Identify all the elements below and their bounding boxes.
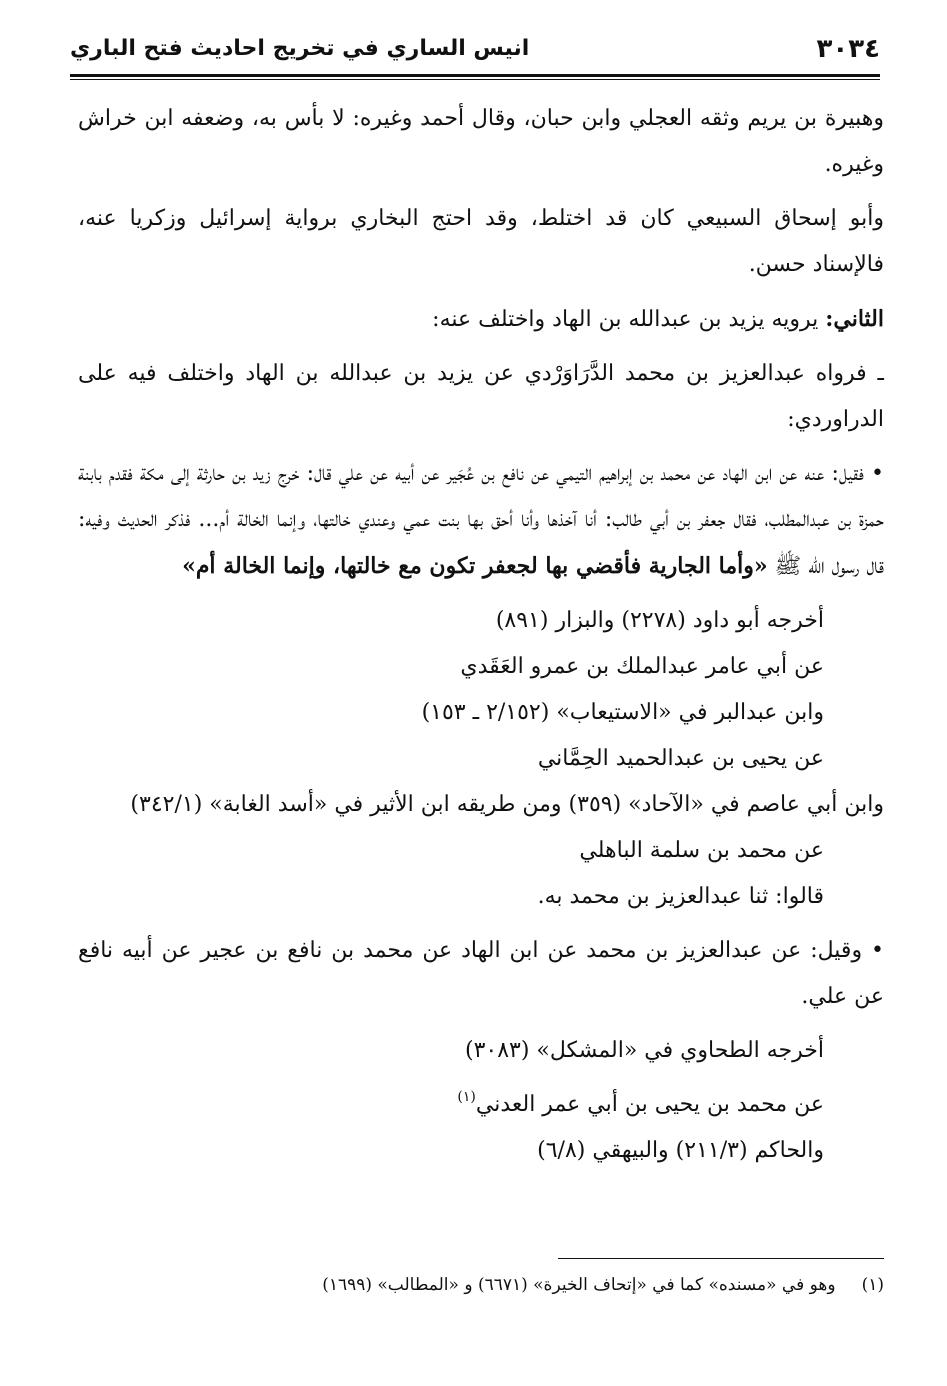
page-header	[70, 30, 880, 70]
paragraph-5-text: • فقيل: عنه عن ابن الهاد عن محمد بن إبراهيم التيمي عن نافع بن عُجَير عن أبيه عن علي قال: خرج زيد بن حارثة إلى مكة فقدم بابنة حمزة بن عبدالمطلب، فقال جعفر بن أبي طالب: أنا آخذها وأنا أحق بها بنت عمي وعندي خالتها، وإنما الخالة أم... فذكر الحديث وفيه: قال رسول الله ﷺ	[78, 461, 884, 579]
paragraph-6: • وقيل: عن عبدالعزيز بن محمد عن ابن الهاد عن محمد بن نافع بن عجير عن أبيه نافع عن علي.	[78, 938, 884, 1009]
paragraph-1: وهبيرة بن يريم وثقه العجلي وابن حبان، وقال أحمد وغيره: لا بأس به، وضعفه ابن خراش وغيره.	[78, 106, 884, 177]
source-line-10: والحاكم (٢١١/٣) والبيهقي (٦/٨)	[537, 1138, 824, 1163]
hadith-quote: «وأما الجارية فأقضي بها لجعفر تكون مع خالتها، وإنما الخالة أم»	[182, 553, 768, 579]
footnote-reference: (١)	[457, 1089, 476, 1105]
footnote-separator	[558, 1258, 884, 1259]
section-label: الثاني:	[825, 306, 884, 332]
running-title: انيس الساري في تخريج احاديث فتح الباري	[70, 36, 530, 61]
footnote-text: وهو في «مسنده» كما في «إتحاف الخيرة» (٦٦٧١) و «المطالب» (١٦٩٩)	[322, 1275, 836, 1295]
source-line-4: عن يحيى بن عبدالحميد الحِمَّاني	[537, 746, 824, 771]
paragraph-5	[78, 451, 884, 590]
footnote	[78, 1270, 884, 1300]
paragraph-3	[78, 296, 884, 343]
paragraph-4: ـ فرواه عبدالعزيز بن محمد الدَّرَاوَرْدي عن يزيد بن عبدالله بن الهاد واختلف فيه على الدراوردي:	[78, 361, 884, 432]
page-body	[78, 96, 884, 1174]
header-rule-thick	[70, 74, 880, 77]
source-line-9-text: عن محمد بن يحيى بن أبي عمر العدني	[475, 1092, 824, 1117]
source-line-9	[78, 1074, 884, 1128]
source-line-7: قالوا: ثنا عبدالعزيز بن محمد به.	[537, 884, 824, 909]
source-line-6: عن محمد بن سلمة الباهلي	[579, 838, 824, 863]
source-line-2: عن أبي عامر عبدالملك بن عمرو العَقَدي	[460, 654, 824, 679]
footnote-marker: (١)	[861, 1275, 884, 1295]
source-line-3: وابن عبدالبر في «الاستيعاب» (٢/١٥٢ ـ ١٥٣)	[421, 700, 824, 725]
paragraph-2: وأبو إسحاق السبيعي كان قد اختلط، وقد احتج البخاري برواية إسرائيل وزكريا عنه، فالإسناد حسن.	[78, 206, 884, 277]
source-line-5: وابن أبي عاصم في «الآحاد» (٣٥٩) ومن طريقه ابن الأثير في «أسد الغابة» (٣٤٢/١)	[130, 792, 884, 817]
source-line-8: أخرجه الطحاوي في «المشكل» (٣٠٨٣)	[464, 1038, 824, 1063]
header-rule-thin	[70, 79, 880, 80]
source-line-1: أخرجه أبو داود (٢٢٧٨) والبزار (٨٩١)	[495, 608, 824, 633]
paragraph-3-text: يرويه يزيد بن عبدالله بن الهاد واختلف عنه:	[432, 307, 826, 332]
page-number: ٣٠٣٤	[816, 34, 880, 64]
